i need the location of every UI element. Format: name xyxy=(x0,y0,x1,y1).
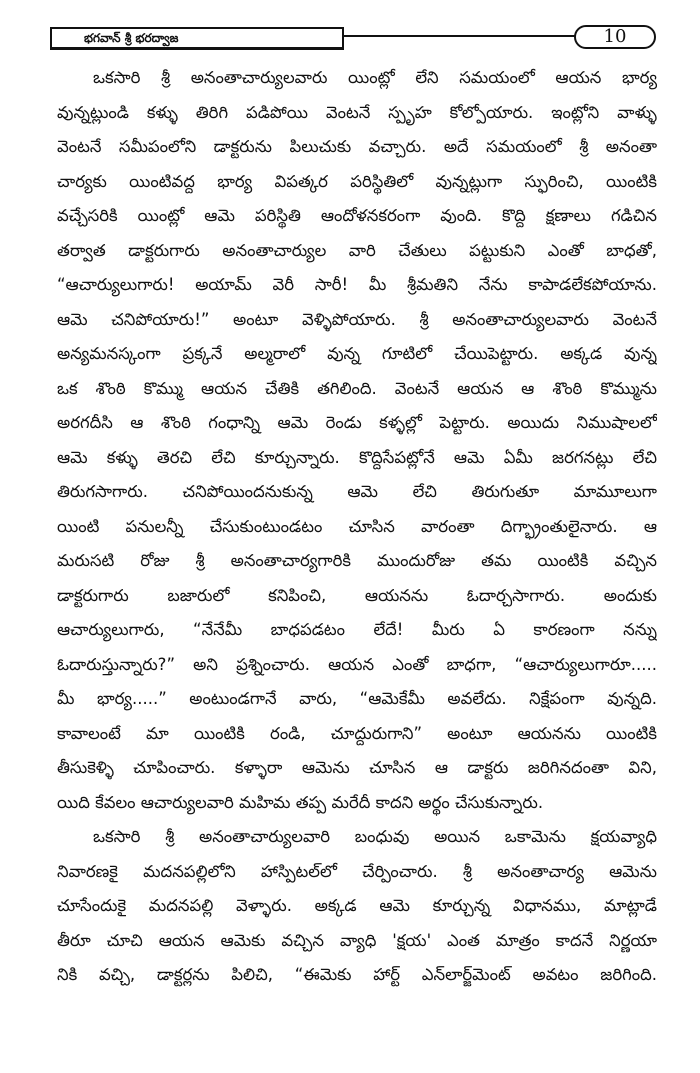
header-rule xyxy=(344,35,576,37)
text-line: నికి వచ్చి, డాక్టర్లను పిలిచి, “ఈమెకు హార్ట్ ఎన్‌లార్జ్‌మెంట్ అవటం జరిగింది. xyxy=(57,965,657,984)
paragraph xyxy=(57,820,657,993)
text-line: వున్నట్లుండి కళ్ళు తిరిగి పడిపోయి వెంటనే స్పృహ కోల్పోయారు. ఇంట్లోని వాళ్ళు xyxy=(57,102,657,122)
page-number: 10 xyxy=(603,26,627,47)
text-line: యింటి పనులన్నీ చేసుకుంటుండటం చూసిన వారంతా దిగ్భ్రాంతులైనారు. ఆ xyxy=(57,516,657,536)
text-line: తీసుకెళ్ళి చూపించారు. కళ్ళారా ఆమెను చూసిన ఆ డాక్టరు జరిగినదంతా విని, xyxy=(57,758,657,777)
text-line: ఒకసారి శ్రీ అనంతాచార్యులవారు యింట్లో లేని సమయంలో ఆయన భార్య xyxy=(93,68,657,87)
text-line: మరుసటి రోజు శ్రీ అనంతాచార్యగారికి ముందురోజు తమ యింటికి వచ్చిన xyxy=(57,551,657,570)
text-line: మీ భార్య.....” అంటుండగానే వారు, “ఆమెకేమీ అవలేదు. నిక్షేపంగా వున్నది. xyxy=(57,689,657,708)
book-title: భగవాన్ శ్రీ భరద్వాజ xyxy=(84,31,179,45)
text-line: ఆమె చనిపోయారు!” అంటూ వెళ్ళిపోయారు. శ్రీ అనంతాచార్యులవారు వెంటనే xyxy=(57,309,657,329)
running-header xyxy=(50,25,660,49)
text-line: చార్యకు యింటివద్ద భార్య విపత్కర పరిస్థితిలో వున్నట్లుగా స్ఫురించి, యింటికి xyxy=(57,171,657,191)
text-line: తిరుగసాగారు. చనిపోయిందనుకున్న ఆమె లేచి తిరుగుతూ మామూలుగా xyxy=(57,482,657,501)
text-line: ఓదారుస్తున్నారు?” అని ప్రశ్నించారు. ఆయన ఎంతో బాధగా, “ఆచార్యులుగారూ..... xyxy=(57,654,657,674)
text-line: యిది కేవలం ఆచార్యులవారి మహిమ తప్ప మరేదీ కాదని అర్థం చేసుకున్నారు. xyxy=(57,792,544,812)
text-line: “ఆచార్యులుగారు! అయామ్ వెరీ సారీ! మీ శ్రీమతిని నేను కాపాడలేకపోయాను. xyxy=(57,275,657,294)
text-line: నివారణకై మదనపల్లిలోని హాస్పిటల్‌లో చేర్పించారు. శ్రీ అనంతాచార్య ఆమెను xyxy=(57,861,657,881)
text-line: అరగదీసి ఆ శొంఠి గంధాన్ని ఆమె రెండు కళ్ళల్లో పెట్టారు. అయిదు నిముషాలలో xyxy=(57,413,657,432)
text-line: వెంటనే సమీపంలోని డాక్టరును పిలుచుకు వచ్చారు. అదే సమయంలో శ్రీ అనంతా xyxy=(57,137,657,156)
book-title-box xyxy=(50,27,344,50)
text-line: అన్యమనస్కంగా ప్రక్కనే అల్మరాలో వున్న గూటిలో చేయిపెట్టారు. అక్కడ వున్న xyxy=(57,344,657,363)
text-line: కావాలంటే మా యింటికి రండి, చూద్దురుగాని” అంటూ ఆయనను యింటికి xyxy=(57,723,657,743)
page-number-badge xyxy=(574,25,656,49)
text-line: చూసేందుకై మదనపల్లి వెళ్ళారు. అక్కడ ఆమె కూర్చున్న విధానము, మాట్లాడే xyxy=(57,896,657,915)
paragraph xyxy=(57,61,657,820)
text-line: ఆచార్యులుగారు, “నేనేమీ బాధపడటం లేదే! మీరు ఏ కారణంగా నన్ను xyxy=(57,620,657,639)
body-text xyxy=(57,61,657,993)
text-line: ఒక శొంఠి కొమ్ము ఆయన చేతికి తగిలింది. వెంటనే ఆయన ఆ శొంఠి కొమ్మును xyxy=(57,378,657,398)
text-line: వచ్చేసరికి యింట్లో ఆమె పరిస్థితి ఆందోళనకరంగా వుంది. కొద్ది క్షణాలు గడిచిన xyxy=(57,206,657,225)
text-line: ఒకసారి శ్రీ అనంతాచార్యులవారి బంధువు అయిన ఒకామెను క్షయవ్యాధి xyxy=(93,827,657,846)
text-line: తర్వాత డాక్టరుగారు అనంతాచార్యుల వారి చేతులు పట్టుకుని ఎంతో బాధతో, xyxy=(57,240,657,260)
text-line: తీరూ చూచి ఆయన ఆమెకు వచ్చిన వ్యాధి 'క్షయ' ఎంత మాత్రం కాదనే నిర్ణయా xyxy=(57,930,657,950)
text-line: ఆమె కళ్ళు తెరచి లేచి కూర్చున్నారు. కొద్దిసేపట్లోనే ఆమె ఏమీ జరగనట్లు లేచి xyxy=(57,447,657,467)
text-line: డాక్టరుగారు బజారులో కనిపించి, ఆయనను ఓదార్చసాగారు. అందుకు xyxy=(57,585,657,605)
